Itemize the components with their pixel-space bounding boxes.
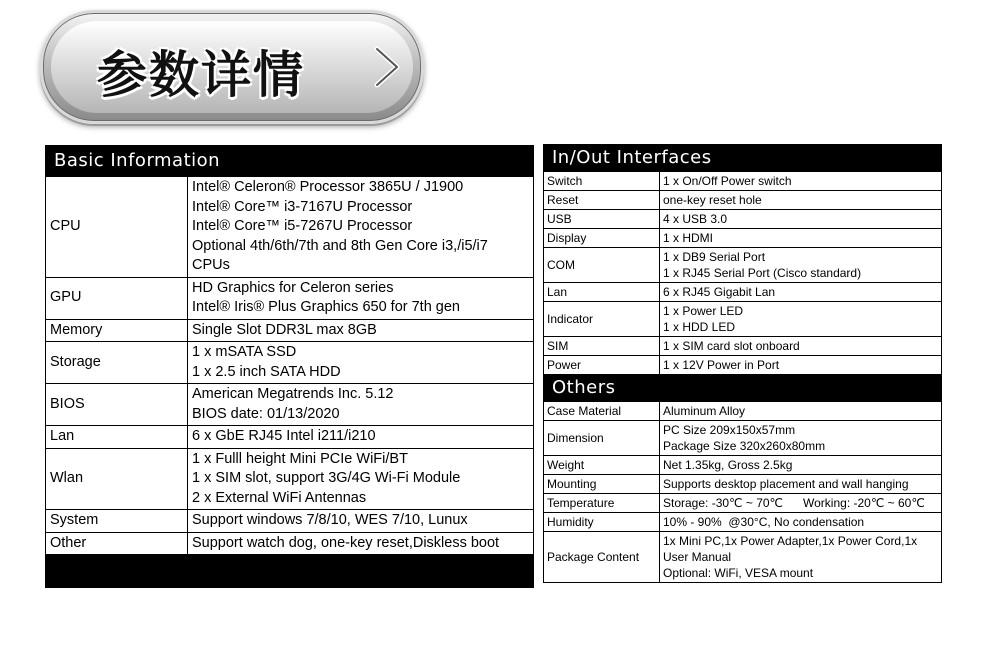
io-interfaces-body xyxy=(544,172,942,375)
table-row xyxy=(544,356,942,375)
spec-value-line: 6 x RJ45 Gigabit Lan xyxy=(663,285,776,299)
spec-value xyxy=(660,283,942,302)
spec-key: Case Material xyxy=(544,402,660,421)
spec-key: BIOS xyxy=(46,384,188,426)
table-row xyxy=(46,510,534,533)
spec-value-line: 1 x 2.5 inch SATA HDD xyxy=(192,363,341,380)
spec-key: Humidity xyxy=(544,513,660,532)
table-row xyxy=(544,532,942,583)
table-row xyxy=(46,342,534,384)
spec-value-line: 10% - 90% @30°C, No condensation xyxy=(663,515,865,529)
table-row xyxy=(544,172,942,191)
spec-value-line: Optional: WiFi, VESA mount xyxy=(663,566,814,580)
spec-value-line: Intel® Core™ i5-7267U Processor xyxy=(192,218,413,234)
chevron-right-icon xyxy=(367,45,407,89)
table-row xyxy=(46,177,534,278)
spec-value xyxy=(660,337,942,356)
spec-value-line: Storage: -30℃ ~ 70℃ Working: -20℃ ~ 60℃ xyxy=(663,496,925,510)
spec-key: Power xyxy=(544,356,660,375)
others-header: Others xyxy=(544,375,942,402)
spec-value-line: Intel® Core™ i3-7167U Processor xyxy=(192,198,413,215)
spec-value xyxy=(188,319,534,342)
spec-value xyxy=(660,494,942,513)
table-row xyxy=(544,456,942,475)
spec-value-line: 2 x External WiFi Antennas xyxy=(192,489,367,506)
spec-key: SIM xyxy=(544,337,660,356)
spec-value xyxy=(660,172,942,191)
spec-value-line: PC Size 209x150x57mm xyxy=(663,423,796,437)
spec-value xyxy=(188,342,534,384)
table-row xyxy=(46,319,534,342)
spec-value-line: CPUs xyxy=(192,257,230,273)
spec-value xyxy=(660,210,942,229)
spec-key: Indicator xyxy=(544,302,660,337)
spec-value xyxy=(660,356,942,375)
spec-key: COM xyxy=(544,248,660,283)
spec-key: Other xyxy=(46,532,188,555)
basic-information-footer-bar xyxy=(46,555,534,588)
table-row xyxy=(544,402,942,421)
spec-value-line: 1 x HDMI xyxy=(663,231,714,245)
spec-value-line: Single Slot DDR3L max 8GB xyxy=(192,321,377,338)
spec-value xyxy=(660,532,942,583)
spec-value-line: 1 x RJ45 Serial Port (Cisco standard) xyxy=(663,266,862,280)
spec-value xyxy=(660,302,942,337)
spec-key: USB xyxy=(544,210,660,229)
table-row xyxy=(544,283,942,302)
spec-key: Memory xyxy=(46,319,188,342)
table-row xyxy=(544,337,942,356)
spec-value-line: Net 1.35kg, Gross 2.5kg xyxy=(663,458,793,472)
table-row xyxy=(544,421,942,456)
spec-value-line: HD Graphics for Celeron series xyxy=(192,279,394,296)
table-row xyxy=(46,426,534,449)
spec-key: Temperature xyxy=(544,494,660,513)
io-interfaces-header: In/Out Interfaces xyxy=(544,145,942,172)
spec-value-line: Intel® Iris® Plus Graphics 650 for 7th gen xyxy=(192,299,460,315)
table-row xyxy=(544,302,942,337)
spec-value xyxy=(660,513,942,532)
spec-key: Reset xyxy=(544,191,660,210)
spec-key: Weight xyxy=(544,456,660,475)
spec-key: Package Content xyxy=(544,532,660,583)
spec-value xyxy=(660,402,942,421)
spec-value xyxy=(188,510,534,533)
spec-key: Mounting xyxy=(544,475,660,494)
spec-value-line: 1 x Power LED xyxy=(663,304,744,318)
spec-key: Dimension xyxy=(544,421,660,456)
spec-value xyxy=(660,475,942,494)
spec-value-line: 1 x 12V Power in Port xyxy=(663,358,780,372)
spec-value xyxy=(188,277,534,319)
spec-value-line: 1 x On/Off Power switch xyxy=(663,174,792,188)
spec-value-line: Aluminum Alloy xyxy=(663,404,746,418)
spec-value-line: 1 x Fulll height Mini PCIe WiFi/BT xyxy=(192,450,408,467)
spec-value-line: 1 x SIM card slot onboard xyxy=(663,339,800,353)
basic-information-header: Basic Information xyxy=(46,146,534,177)
spec-value-line: Optional 4th/6th/7th and 8th Gen Core i3,/i5/i7 xyxy=(192,237,488,254)
spec-key: Lan xyxy=(544,283,660,302)
spec-value-line: BIOS date: 01/13/2020 xyxy=(192,405,340,422)
spec-key: Storage xyxy=(46,342,188,384)
spec-key: CPU xyxy=(46,177,188,278)
spec-key: Switch xyxy=(544,172,660,191)
table-row xyxy=(544,494,942,513)
spec-value-line: one-key reset hole xyxy=(663,193,762,207)
table-row xyxy=(544,229,942,248)
table-row xyxy=(46,532,534,555)
basic-information-body xyxy=(46,177,534,555)
table-row xyxy=(46,277,534,319)
spec-key: Display xyxy=(544,229,660,248)
table-row xyxy=(544,210,942,229)
table-row xyxy=(544,475,942,494)
table-row xyxy=(544,191,942,210)
spec-value xyxy=(188,384,534,426)
interfaces-table xyxy=(543,144,942,583)
spec-value-line: 1 x HDD LED xyxy=(663,320,736,334)
table-row xyxy=(544,513,942,532)
spec-value-line: Support windows 7/8/10, WES 7/10, Lunux xyxy=(192,512,468,528)
others-body xyxy=(544,402,942,583)
spec-value xyxy=(660,421,942,456)
spec-value-line: 6 x GbE RJ45 Intel i211/i210 xyxy=(192,428,376,444)
title-banner xyxy=(40,10,424,124)
spec-key: Lan xyxy=(46,426,188,449)
spec-key: GPU xyxy=(46,277,188,319)
table-row xyxy=(544,248,942,283)
spec-key: System xyxy=(46,510,188,533)
spec-value xyxy=(188,426,534,449)
spec-value-line: 1x Mini PC,1x Power Adapter,1x Power Cord,1x xyxy=(663,534,918,548)
spec-value xyxy=(660,456,942,475)
spec-value xyxy=(660,191,942,210)
spec-value-line: 4 x USB 3.0 xyxy=(663,212,728,226)
spec-value xyxy=(188,532,534,555)
spec-value-line: Intel® Celeron® Processor 3865U / J1900 xyxy=(192,179,464,195)
spec-value-line: Support watch dog, one-key reset,Diskless boot xyxy=(192,534,500,551)
spec-value-line: 1 x SIM slot, support 3G/4G Wi-Fi Module xyxy=(192,470,461,486)
spec-value-line: American Megatrends Inc. 5.12 xyxy=(192,386,394,402)
spec-value xyxy=(188,448,534,510)
spec-value-line: User Manual xyxy=(663,550,732,564)
table-row xyxy=(46,384,534,426)
spec-value-line: 1 x mSATA SSD xyxy=(192,344,297,360)
spec-value-line: 1 x DB9 Serial Port xyxy=(663,250,766,264)
spec-value xyxy=(660,229,942,248)
spec-value xyxy=(188,177,534,278)
basic-information-table xyxy=(45,145,534,588)
spec-value-line: Package Size 320x260x80mm xyxy=(663,439,826,453)
spec-value xyxy=(660,248,942,283)
table-row xyxy=(46,448,534,510)
spec-value-line: Supports desktop placement and wall hanging xyxy=(663,477,909,491)
banner-title: 参数详情 xyxy=(97,46,305,104)
spec-key: Wlan xyxy=(46,448,188,510)
